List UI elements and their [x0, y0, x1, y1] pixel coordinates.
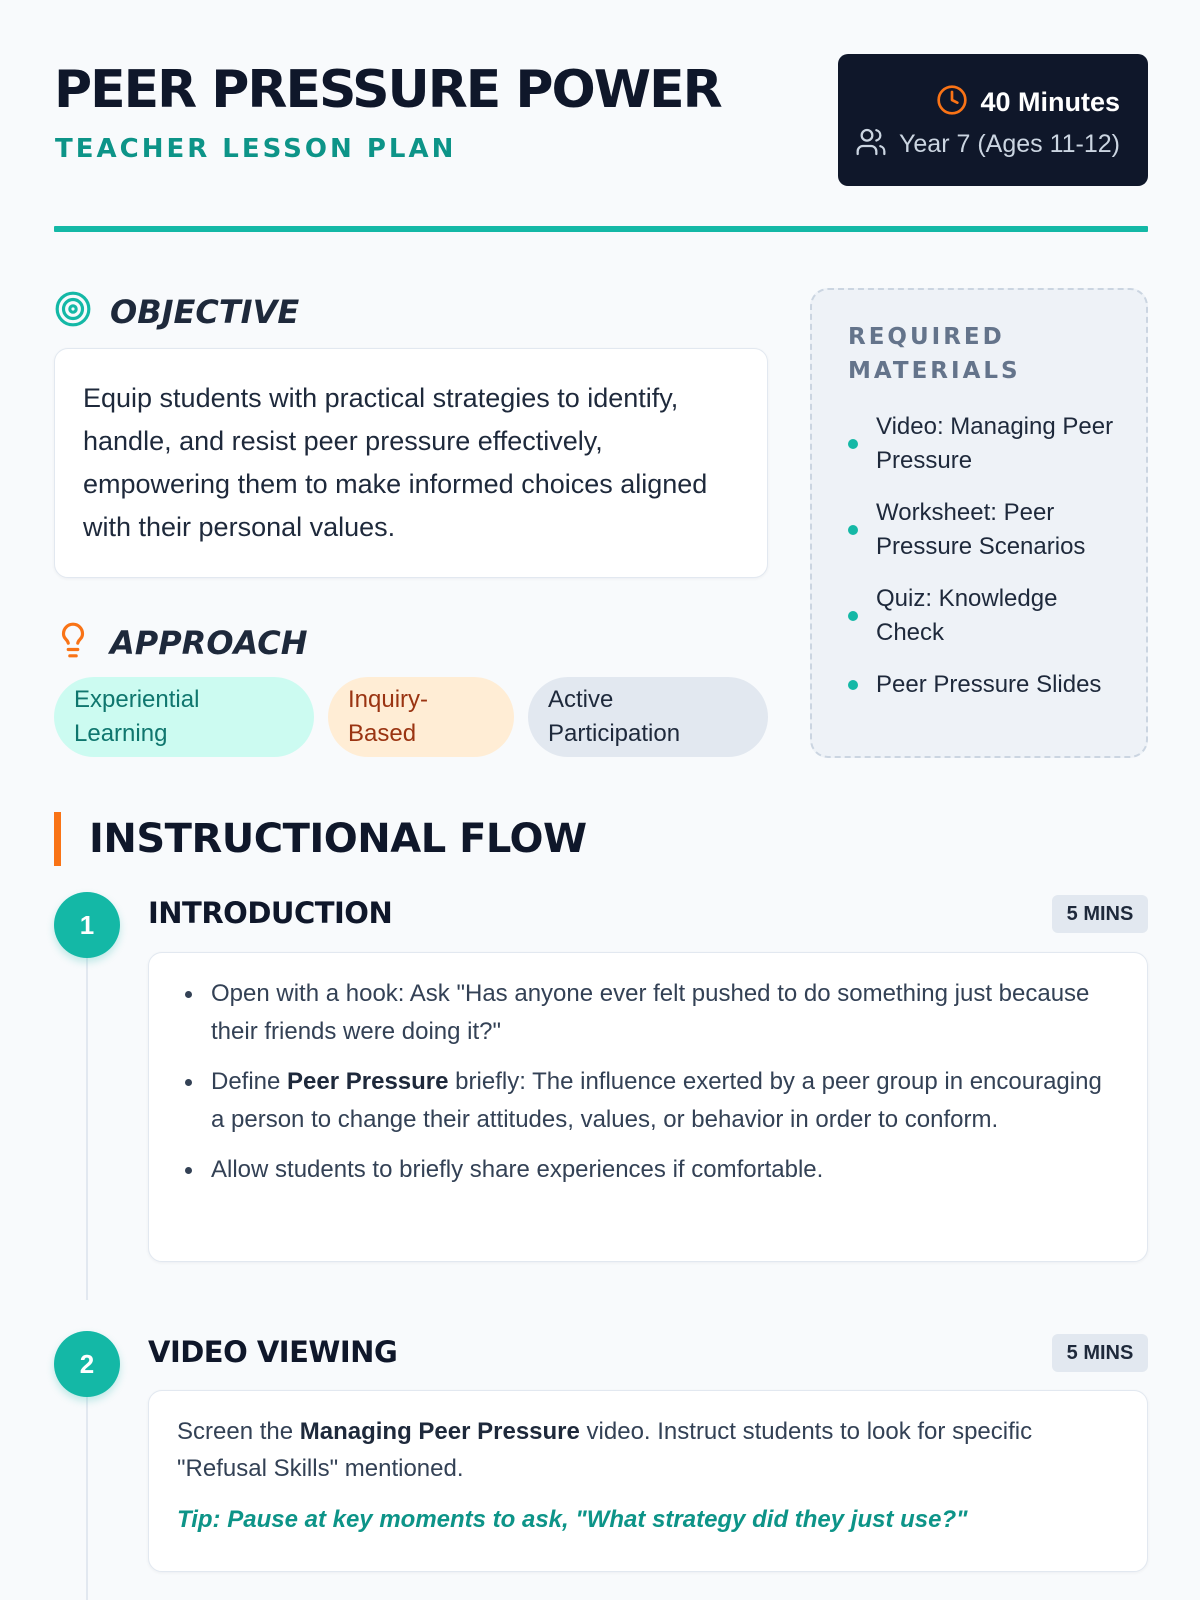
approach-pill-experiential: Experiential Learning — [54, 677, 314, 757]
introduction-list — [149, 953, 1147, 1189]
bold-term: Peer Pressure — [287, 1068, 449, 1095]
step-number-2: 2 — [54, 1331, 120, 1397]
material-item — [848, 496, 1114, 564]
step-duration-badge: 5 MINS — [1052, 1334, 1148, 1372]
material-item — [848, 582, 1114, 650]
target-icon — [54, 290, 92, 333]
step-title-video-viewing: VIDEO VIEWING — [148, 1335, 398, 1369]
lightbulb-icon — [54, 620, 92, 665]
step-duration-badge: 5 MINS — [1052, 895, 1148, 933]
approach-pills — [54, 677, 768, 757]
list-item: Allow students to briefly share experiences if comfortable. — [181, 1151, 1117, 1189]
objective-text: Equip students with practical strategies to identify, handle, and resist peer pressure effectively, empowering them to make informed choices aligned with their personal values. — [83, 383, 708, 542]
flow-title: INSTRUCTIONAL FLOW — [89, 816, 587, 862]
bullet-dot — [848, 611, 858, 621]
audience-row — [855, 126, 1120, 163]
flow-heading — [54, 812, 587, 866]
bullet-dot — [848, 439, 858, 449]
materials-title: REQUIRED MATERIALS — [848, 324, 1021, 384]
objective-card — [54, 348, 768, 578]
bold-term: Managing Peer Pressure — [299, 1418, 580, 1445]
header-divider — [54, 226, 1148, 232]
bullet-dot — [848, 525, 858, 535]
approach-pill-participation: Active Participation — [528, 677, 768, 757]
materials-list — [848, 410, 1114, 702]
lesson-info-card — [838, 54, 1148, 186]
approach-heading — [54, 620, 308, 665]
list-item: Open with a hook: Ask "Has anyone ever felt pushed to do something just because their friends were doing it?" — [181, 975, 1117, 1051]
video-instructions: Screen the Managing Peer Pressure video. Instruct students to look for specific "Refusal Skills" mentioned. — [177, 1418, 1033, 1482]
flow-accent-bar — [54, 812, 61, 866]
step-card-introduction — [148, 952, 1148, 1262]
timeline-line — [86, 1395, 88, 1600]
approach-pill-inquiry: Inquiry-Based — [328, 677, 514, 757]
bullet-dot — [848, 680, 858, 690]
teacher-tip: Tip: Pause at key moments to ask, "What strategy did they just use?" — [177, 1506, 968, 1533]
list-item: Define Peer Pressure briefly: The influence exerted by a peer group in encouraging a person to change their attitudes, values, or behavior in order to conform. — [181, 1063, 1117, 1139]
lesson-duration: 40 Minutes — [980, 87, 1120, 117]
approach-label: APPROACH — [110, 623, 308, 662]
timeline-line — [86, 955, 88, 1300]
lesson-header — [54, 54, 1148, 188]
duration-row — [936, 84, 1120, 121]
page-title: PEER PRESSURE POWER — [54, 60, 721, 120]
target-audience: Year 7 (Ages 11-12) — [899, 130, 1120, 158]
page-subtitle: TEACHER LESSON PLAN — [55, 134, 457, 164]
material-item — [848, 410, 1114, 478]
material-label: Video: Managing Peer Pressure — [876, 413, 1114, 474]
materials-panel — [810, 288, 1148, 758]
clock-icon — [936, 84, 968, 121]
objective-label: OBJECTIVE — [110, 292, 300, 331]
step-card-video-viewing — [148, 1390, 1148, 1572]
material-label: Quiz: Knowledge Check — [876, 585, 1058, 646]
material-item — [848, 668, 1114, 702]
step-title-introduction: INTRODUCTION — [148, 896, 393, 930]
material-label: Worksheet: Peer Pressure Scenarios — [876, 499, 1086, 560]
material-label: Peer Pressure Slides — [876, 671, 1102, 698]
users-icon — [855, 126, 887, 163]
objective-heading — [54, 290, 299, 333]
step-number-1: 1 — [54, 892, 120, 958]
